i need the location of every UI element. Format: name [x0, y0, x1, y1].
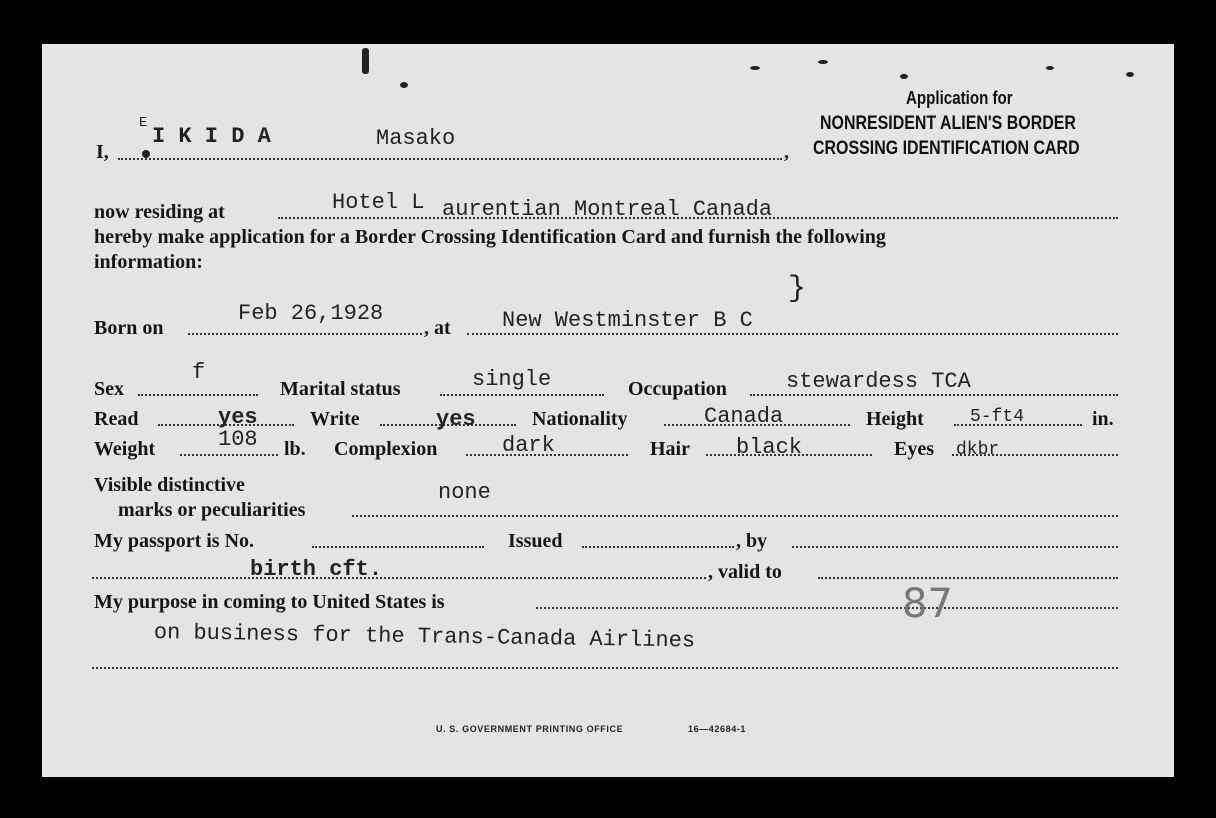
purpose-line-2 — [92, 667, 1118, 669]
born-date: Feb 26,1928 — [238, 301, 384, 326]
marks-value: none — [438, 480, 491, 505]
born-line — [188, 333, 422, 335]
ink-smudge — [900, 74, 908, 79]
name-line — [118, 158, 782, 160]
label-lb: lb. — [284, 438, 306, 460]
ink-smudge — [362, 48, 369, 74]
passport-line — [312, 546, 484, 548]
purpose-line — [536, 607, 1118, 609]
label-hair: Hair — [650, 438, 690, 460]
marital-line — [440, 394, 604, 396]
label-weight: Weight — [94, 438, 156, 460]
birthplace: New Westminster B C — [502, 308, 753, 333]
birthplace-mark: } — [788, 272, 807, 306]
label-nationality: Nationality — [532, 408, 628, 430]
label-sex: Sex — [94, 378, 124, 400]
label-write: Write — [310, 408, 360, 430]
ink-smudge — [142, 150, 150, 158]
hereby-text: hereby make application for a Border Crossing Identification Card and furnish the following — [94, 226, 886, 248]
information-text: information: — [94, 251, 203, 273]
sex-value: f — [192, 360, 206, 385]
purpose-value: on business for the Trans-Canada Airlines — [153, 620, 696, 654]
label-i: I, — [96, 141, 109, 163]
ink-smudge — [1046, 66, 1054, 70]
label-eyes: Eyes — [894, 438, 934, 460]
weight-line — [180, 454, 278, 456]
label-now-residing: now residing at — [94, 201, 225, 223]
label-in: in. — [1092, 408, 1114, 430]
height-value: 5-ft4 — [970, 407, 1025, 427]
name-comma: , — [784, 141, 789, 163]
residence-a: Hotel L — [332, 190, 425, 215]
by-line — [792, 546, 1118, 548]
header-title-line2: CROSSING IDENTIFICATION CARD — [813, 138, 1080, 159]
label-born-on: Born on — [94, 317, 164, 339]
eyes-value: dkbr — [956, 440, 1000, 460]
nationality-value: Canada — [704, 404, 784, 429]
printer-imprint: U. S. GOVERNMENT PRINTING OFFICE — [436, 724, 624, 734]
header-title-line1: NONRESIDENT ALIEN'S BORDER — [820, 113, 1076, 134]
label-read: Read — [94, 408, 139, 430]
given-name: Masako — [376, 126, 456, 151]
label-visible-distinctive: Visible distinctive — [94, 474, 245, 496]
issued-line — [582, 546, 734, 548]
passport-type-line — [92, 577, 706, 579]
sex-line — [138, 394, 258, 396]
label-purpose: My purpose in coming to United States is — [94, 591, 445, 613]
label-marital: Marital status — [280, 378, 401, 400]
passport-type-value: birth cft. — [250, 557, 383, 582]
ink-smudge — [400, 82, 408, 88]
weight-value: 108 — [218, 427, 258, 452]
label-by: , by — [736, 530, 768, 552]
hair-value: black — [736, 435, 803, 460]
occupation-line — [750, 394, 1118, 396]
label-issued: Issued — [508, 530, 563, 552]
form-number: 16—42684-1 — [688, 724, 747, 734]
surname: I K I D A — [152, 124, 271, 149]
header-application-for: Application for — [906, 88, 1013, 108]
write-value: yes — [436, 407, 476, 432]
marks-line — [352, 515, 1118, 517]
label-valid-to: , valid to — [708, 561, 782, 583]
marital-value: single — [472, 367, 552, 392]
label-passport: My passport is No. — [94, 530, 255, 552]
birthplace-line — [467, 333, 1118, 335]
valid-line — [818, 577, 1118, 579]
occupation-value: stewardess TCA — [786, 369, 971, 394]
complexion-value: dark — [502, 433, 555, 458]
label-at: , at — [424, 317, 451, 339]
crossing-card-application — [42, 44, 1174, 777]
read-value: yes — [218, 405, 258, 430]
label-occupation: Occupation — [628, 378, 727, 400]
ink-smudge — [750, 66, 760, 70]
ink-smudge — [818, 60, 828, 64]
residence-b: aurentian Montreal Canada — [442, 197, 773, 222]
pencil-number: 87 — [902, 581, 953, 627]
label-complexion: Complexion — [334, 438, 438, 460]
label-marks-peculiarities: marks or peculiarities — [118, 499, 306, 521]
ink-smudge — [1126, 72, 1134, 77]
name-initial: E — [139, 115, 148, 131]
label-height: Height — [866, 408, 924, 430]
